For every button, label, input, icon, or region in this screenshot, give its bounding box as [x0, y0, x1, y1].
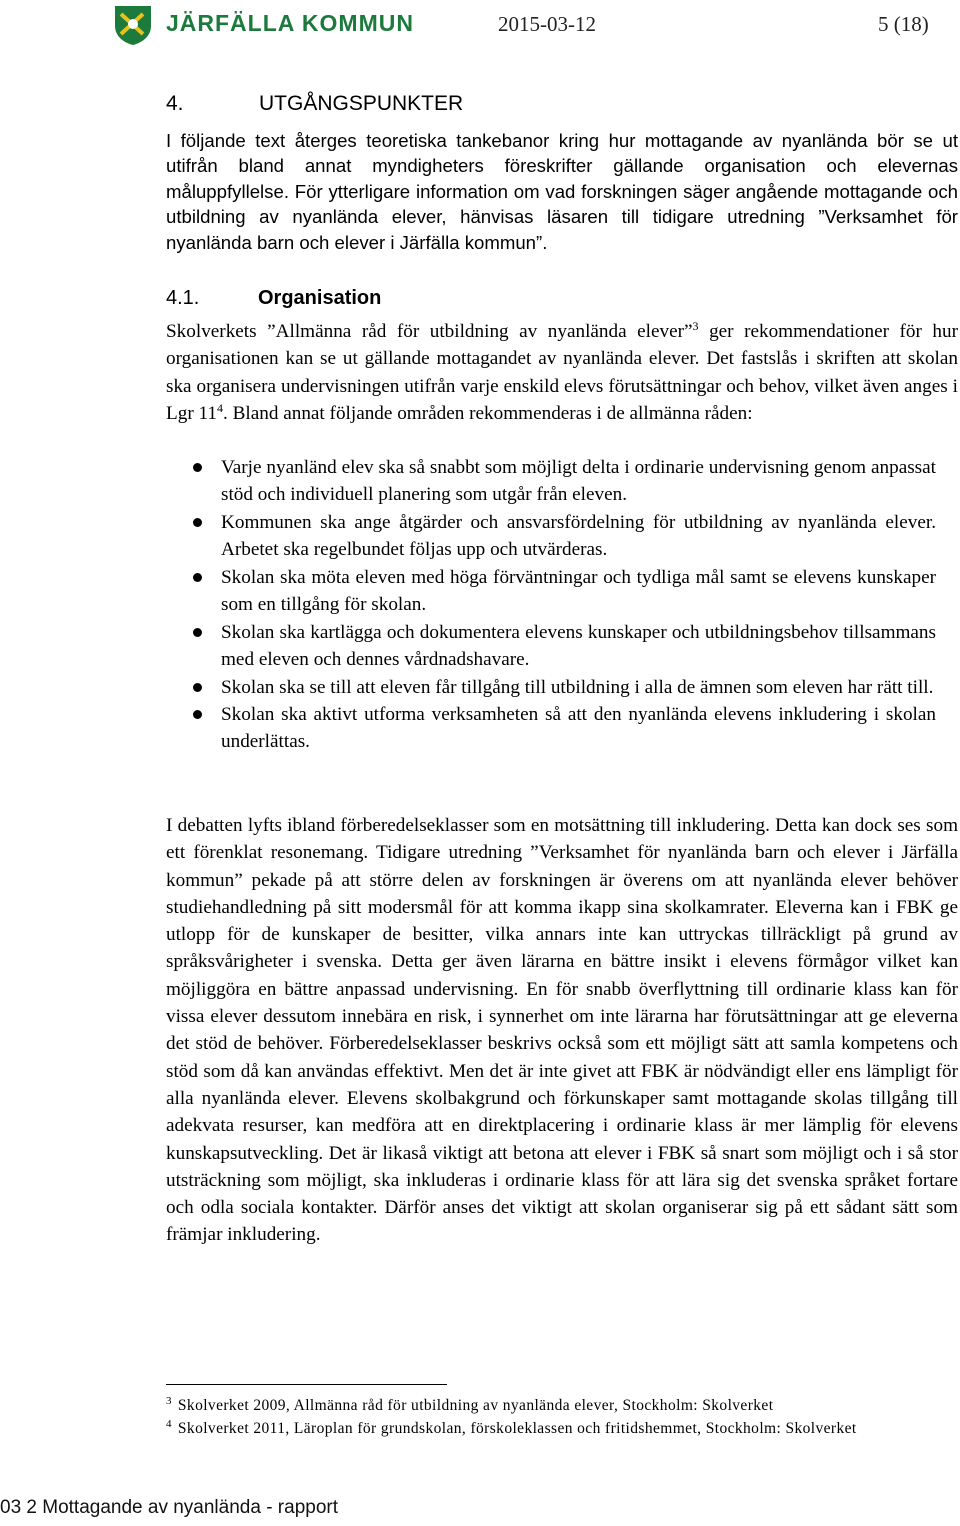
intro-paragraph: I följande text återges teoretiska tankebanor kring hur mottagande av nyanlända bör se ut utifrån bland annat myndigheters föreskrifter gällande organisation och elevernas måluppfyllelse. För ytterligare information om vad forskningen säger angående mottagande och utbildning av nyanlända elever, hänvisas läsaren till tidigare utredning ”Verksamhet för nyanlända barn och elever i Järfälla kommun”. [166, 130, 958, 253]
footnote-3: $^3$ Skolverket 2009, Allmänna råd för utbildning av nyanlända elever, Stockholm: Skolverket [166, 1395, 774, 1414]
page-footer: 03 2 Mottagande av nyanlända - rapport [0, 1497, 339, 1518]
list-item: Kommunen ska ange åtgärder och ansvarsfördelning för utbildning av nyanlända elever. Arbetet ska regelbundet följas upp och utvärderas. [166, 509, 936, 564]
bullet-icon [193, 518, 202, 527]
list-item: Skolan ska aktivt utforma verksamheten så att den nyanlända elevens inkludering i skolan underlättas. [166, 701, 936, 756]
subsection-heading [166, 287, 381, 310]
footnote-ref-4[interactable]: 4 [216, 400, 223, 415]
organisation-paragraph [166, 318, 958, 427]
footnote-ref-3[interactable]: 3 [692, 319, 699, 333]
list-item: Varje nyanländ elev ska så snabbt som möjligt delta i ordinarie undervisning genom anpassat stöd och individuell planering som utgår från eleven. [166, 454, 936, 509]
bullet-icon [193, 463, 202, 472]
section-heading [166, 92, 463, 116]
list-item: Skolan ska möta eleven med höga förväntningar och tydliga mål samt se elevens kunskaper som en tillgång för skolan. [166, 564, 936, 619]
section-title: UTGÅNGSPUNKTER [259, 92, 464, 115]
debate-paragraph: I debatten lyfts ibland förberedelseklasser som en motsättning till inkludering. Detta kan dock ses som ett förenklat resonemang. Tidigare utredning ”Verksamhet för nyanlända barn och elever i Järfälla kommun” pekade på att större delen av forskningen är överens om att nyanlända elever behöver studiehandledning på sitt modersmål för att komma ikapp sina skolkamrater. Eleverna kan i FBK ge utlopp för de kunskaper de besitter, vilka annars inte kan uttryckas tillräckligt på grund av språksvårigheter i svenska. Detta ger även lärarna en bättre insikt i elevens förmågor vilket kan möjliggöra en bättre anpassad undervisning. En för snabb överflyttning till ordinarie klass kan för vissa elever dessutom innebära en risk, i synnerhet om inte lärarna har förutsättningar att ge eleverna det stöd de behöver. Förberedelseklasser beskrivs också som ett möjligt sätt att samla kompetens och stöd som då kan användas effektivt. Men det är inte givet att FBK är nödvändigt eller ens lämpligt för alla nyanlända elever. Elevens skolbakgrund och förkunskaper samt mottagande skolas tillgång till adekvata resurser, kan medföra att en direktplacering i ordinarie klass är mer lämplig för elevens kunskapsutveckling. Det är likaså viktigt att betona att elever i FBK så snart som möjligt och i så stor utsträckning som möjligt, ska inkluderas i ordinarie klass för att lära sig det svenska språket fortare och odla sociala kontakter. Därför anses det viktigt att skolan organiserar sig på ett sådant sätt som främjar inkludering. [166, 815, 958, 1246]
subsection-number: 4.1. [166, 287, 200, 309]
organisation-text-3: . Bland annat följande områden rekommenderas i de allmänna råden: [222, 402, 753, 424]
bullet-icon [193, 710, 202, 719]
municipality-crest-icon [113, 4, 153, 46]
list-item: Skolan ska se till att eleven får tillgång till utbildning i alla de ämnen som eleven har rätt till. [166, 674, 936, 701]
page-header [0, 0, 960, 50]
footnote-4: $^4$ Skolverket 2011, Läroplan för grundskolan, förskoleklassen och fritidshemmet, Stockholm: Skolverket [166, 1418, 857, 1437]
document-date: 2015-03-12 [498, 12, 596, 36]
recommendation-list [166, 454, 958, 756]
organisation-text-1: Skolverkets ”Allmänna råd för utbildning av nyanlända elever” [166, 321, 693, 342]
bullet-icon [193, 573, 202, 582]
org-name: JÄRFÄLLA KOMMUN [166, 10, 414, 36]
bullet-icon [193, 628, 202, 637]
subsection-title: Organisation [258, 287, 382, 309]
page-number: 5 (18) [878, 12, 929, 36]
bullet-icon [193, 683, 202, 692]
organisation-text-2: ger rekommendationer för hur organisationen kan se ut gällande mottagandet av nyanlända elever. Det fastslås i skriften att skolan ska organisera undervisningen utifrån varje enskild elevs förutsättningar och behov, vilket även anges i Lgr 11 [166, 321, 959, 424]
section-number: 4. [166, 92, 184, 115]
list-item: Skolan ska kartlägga och dokumentera elevens kunskaper och utbildningsbehov tillsammans med eleven och dennes vårdnadshavare. [166, 619, 936, 674]
footnote-divider [166, 1384, 447, 1385]
